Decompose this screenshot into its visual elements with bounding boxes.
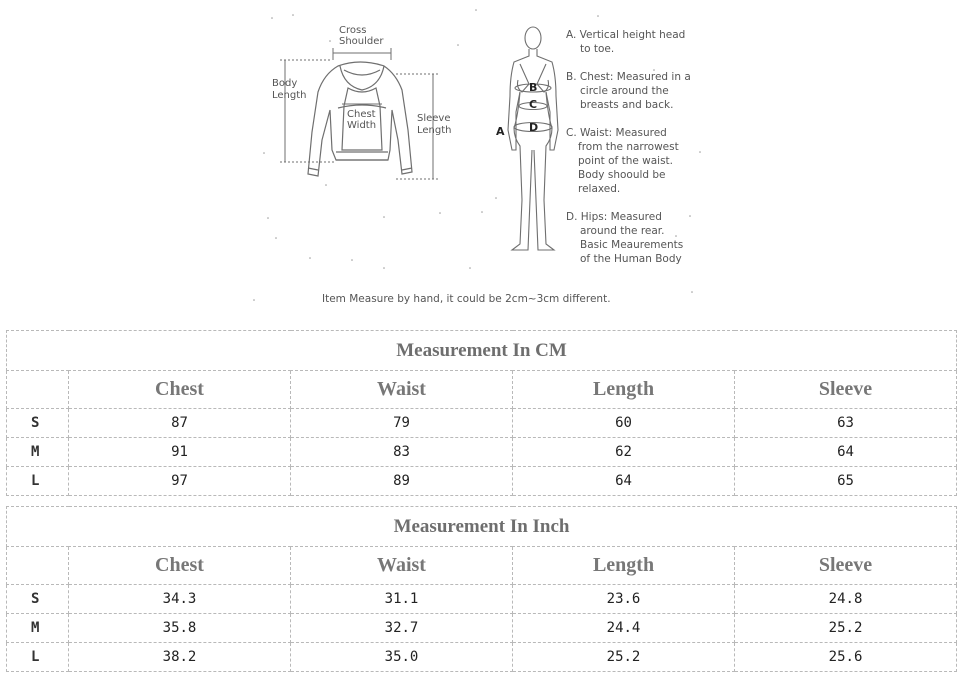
column-header-waist: Waist <box>291 547 513 585</box>
table-row <box>7 585 957 614</box>
size-label: S <box>7 585 69 614</box>
cell-sleeve: 65 <box>735 467 957 496</box>
cell-sleeve: 63 <box>735 409 957 438</box>
cell-length: 23.6 <box>513 585 735 614</box>
letter-d: D <box>529 121 539 134</box>
note-c-line-3: point of the waist. <box>578 155 674 167</box>
table-row <box>7 438 957 467</box>
header-corner-cell <box>7 547 69 585</box>
cell-length: 25.2 <box>513 643 735 672</box>
cross-shoulder-label-2: Shoulder <box>339 36 384 47</box>
cell-length: 24.4 <box>513 614 735 643</box>
measurement-table-inch <box>6 506 957 672</box>
chest-width-label-1: Chest <box>347 109 376 120</box>
body-length-label-1: Body <box>272 78 298 89</box>
table-row <box>7 614 957 643</box>
cross-shoulder-label-1: Cross <box>339 25 367 36</box>
column-header-sleeve: Sleeve <box>735 547 957 585</box>
sleeve-length-label-2: Length <box>417 125 452 136</box>
table-title-inch: Measurement In Inch <box>7 507 957 547</box>
measurement-diagram <box>0 0 962 320</box>
cell-waist: 89 <box>291 467 513 496</box>
letter-b: B <box>529 81 538 94</box>
cell-chest: 35.8 <box>69 614 291 643</box>
note-b-line-1: B. Chest: Measured in a <box>566 71 691 83</box>
cell-length: 60 <box>513 409 735 438</box>
size-label: M <box>7 614 69 643</box>
note-c-line-4: Body shoould be <box>578 169 666 181</box>
note-c-line-1: C. Waist: Measured <box>566 127 667 139</box>
size-label: M <box>7 438 69 467</box>
note-a-line-2: to toe. <box>580 43 615 55</box>
measurement-footnote: Item Measure by hand, it could be 2cm~3cm different. <box>322 293 611 305</box>
cell-sleeve: 25.2 <box>735 614 957 643</box>
measurement-notes <box>566 29 691 265</box>
table-row <box>7 643 957 672</box>
column-header-length: Length <box>513 371 735 409</box>
column-header-length: Length <box>513 547 735 585</box>
table-title-cm: Measurement In CM <box>7 331 957 371</box>
cell-waist: 31.1 <box>291 585 513 614</box>
cell-length: 62 <box>513 438 735 467</box>
size-label: L <box>7 643 69 672</box>
body-length-label-2: Length <box>272 90 307 101</box>
note-d-line-4: of the Human Body <box>580 253 682 265</box>
cell-chest: 91 <box>69 438 291 467</box>
letter-c: C <box>529 98 538 111</box>
human-figure <box>508 27 558 250</box>
note-b-line-2: circle around the <box>580 85 669 97</box>
header-corner-cell <box>7 371 69 409</box>
measurement-table-cm <box>6 330 957 496</box>
cell-chest: 87 <box>69 409 291 438</box>
note-c-line-2: from the narrowest <box>578 141 679 153</box>
note-d-line-3: Basic Meaurements <box>580 239 684 251</box>
column-header-waist: Waist <box>291 371 513 409</box>
letter-a: A <box>496 125 505 138</box>
cell-length: 64 <box>513 467 735 496</box>
column-header-chest: Chest <box>69 547 291 585</box>
cell-chest: 97 <box>69 467 291 496</box>
size-label: S <box>7 409 69 438</box>
column-header-sleeve: Sleeve <box>735 371 957 409</box>
cell-waist: 83 <box>291 438 513 467</box>
cell-sleeve: 64 <box>735 438 957 467</box>
note-d-line-1: D. Hips: Measured <box>566 211 662 223</box>
cell-sleeve: 25.6 <box>735 643 957 672</box>
cell-chest: 38.2 <box>69 643 291 672</box>
cell-waist: 35.0 <box>291 643 513 672</box>
cell-sleeve: 24.8 <box>735 585 957 614</box>
note-d-line-2: around the rear. <box>580 225 665 237</box>
size-label: L <box>7 467 69 496</box>
cell-waist: 32.7 <box>291 614 513 643</box>
cell-chest: 34.3 <box>69 585 291 614</box>
cell-waist: 79 <box>291 409 513 438</box>
chest-width-label-2: Width <box>347 120 377 131</box>
sleeve-length-label-1: Sleeve <box>417 113 451 124</box>
table-row <box>7 409 957 438</box>
note-c-line-5: relaxed. <box>578 183 621 195</box>
table-row <box>7 467 957 496</box>
note-b-line-3: breasts and back. <box>580 99 674 111</box>
column-header-chest: Chest <box>69 371 291 409</box>
note-a-line-1: A. Vertical height head <box>566 29 686 41</box>
